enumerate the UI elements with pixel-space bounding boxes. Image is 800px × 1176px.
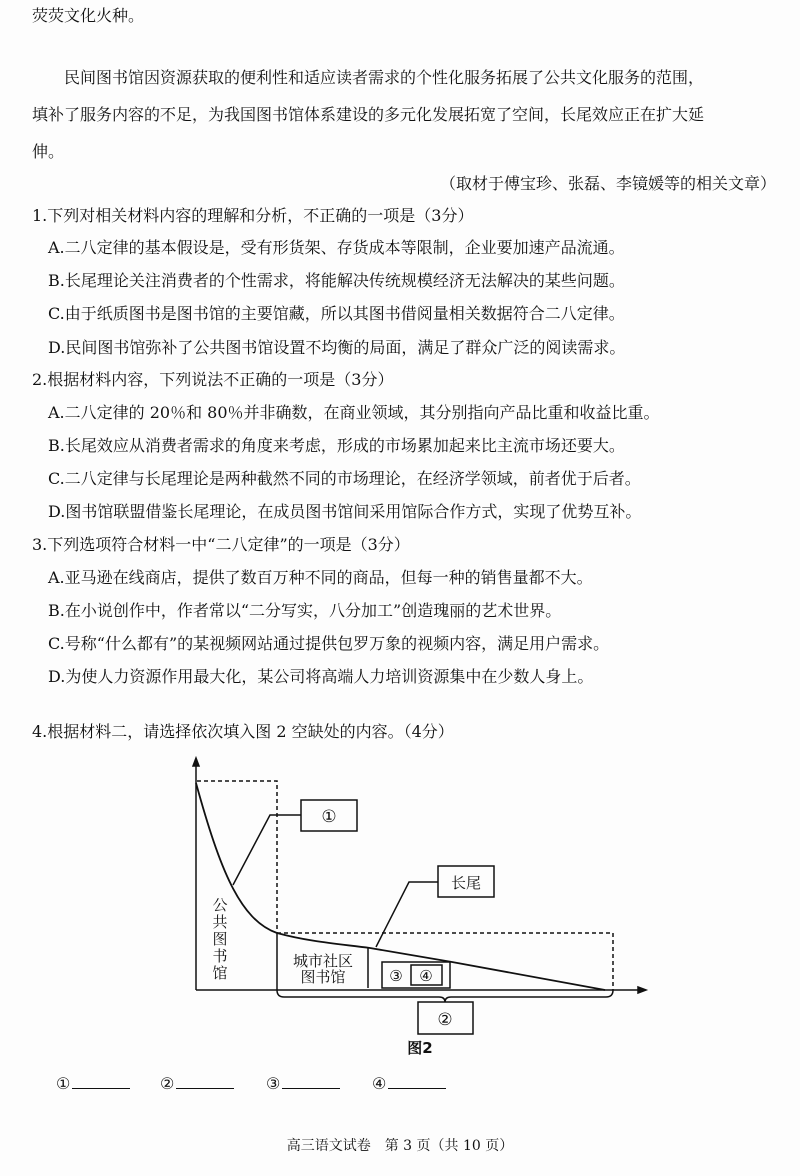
question-1-stem: 1.下列对相关材料内容的理解和分析，不正确的一项是（3分） xyxy=(32,206,474,225)
answer-blank-2[interactable]: ② xyxy=(160,1074,234,1093)
question-3-option-a: A.亚马逊在线商店，提供了数百万种不同的商品，但每一种的销售量都不大。 xyxy=(48,568,593,587)
box-4-label: ④ xyxy=(419,967,433,985)
question-2-option-a: A.二八定律的 20％和 80％并非确数，在商业领域，其分别指向产品比重和收益比重。 xyxy=(48,403,660,422)
passage-line: 荧荧文化火种。 xyxy=(32,6,145,25)
svg-text:共: 共 xyxy=(212,913,228,931)
svg-text:书: 书 xyxy=(212,947,228,965)
question-4-stem: 4.根据材料二，请选择依次填入图 2 空缺处的内容。（4分） xyxy=(32,722,454,741)
leader-line-long-tail xyxy=(376,882,438,947)
answer-blank-1[interactable]: ① xyxy=(56,1074,130,1093)
figure-caption: 图2 xyxy=(407,1039,433,1057)
question-2-option-b: B.长尾效应从消费者需求的角度来考虑，形成的市场累加起来比主流市场还要大。 xyxy=(48,436,625,455)
box-3-label: ③ xyxy=(389,967,403,985)
question-2-option-d: D.图书馆联盟借鉴长尾理论，在成员图书馆间采用馆际合作方式，实现了优势互补。 xyxy=(48,502,642,521)
question-1-option-d: D.民间图书馆弥补了公共图书馆设置不均衡的局面，满足了群众广泛的阅读需求。 xyxy=(48,338,626,357)
question-1-option-a: A.二八定律的基本假设是，受有形货架、存货成本等限制，企业要加速产品流通。 xyxy=(48,238,625,257)
question-3-option-c: C.号称“什么都有”的某视频网站通过提供包罗万象的视频内容，满足用户需求。 xyxy=(48,634,610,653)
passage-line: 民间图书馆因资源获取的便利性和适应读者需求的个性化服务拓展了公共文化服务的范围， xyxy=(64,68,705,87)
x-axis-arrow xyxy=(638,987,646,993)
demand-curve xyxy=(196,783,605,990)
leader-line-1 xyxy=(233,815,301,885)
brace xyxy=(277,990,613,1002)
passage-line: 填补了服务内容的不足，为我国图书馆体系建设的多元化发展拓宽了空间，长尾效应正在扩大延 xyxy=(32,105,705,124)
box-1-label: ① xyxy=(321,807,337,827)
public-library-label xyxy=(212,896,227,982)
passage-line: 伸。 xyxy=(32,142,65,161)
question-3-stem: 3.下列选项符合材料一中“二八定律”的一项是（3分） xyxy=(32,535,410,554)
svg-text:图: 图 xyxy=(212,930,228,948)
question-2-option-c: C.二八定律与长尾理论是两种截然不同的市场理论，在经济学领域，前者优于后者。 xyxy=(48,469,641,488)
head-dashed-outline xyxy=(197,781,277,933)
y-axis-arrow xyxy=(193,758,199,766)
answer-blank-4[interactable]: ④ xyxy=(372,1074,446,1093)
community-library-label-line2: 图书馆 xyxy=(300,968,346,986)
question-3-option-d: D.为使人力资源作用最大化，某公司将高端人力培训资源集中在少数人身上。 xyxy=(48,667,594,686)
answer-blank-3[interactable]: ③ xyxy=(266,1074,340,1093)
source-note: （取材于傅宝珍、张磊、李镜媛等的相关文章） xyxy=(439,174,776,193)
svg-text:公: 公 xyxy=(212,896,228,914)
page-footer: 高三语文试卷 第 3 页（共 10 页） xyxy=(286,1138,514,1154)
question-2-stem: 2.根据材料内容，下列说法不正确的一项是（3分） xyxy=(32,370,394,389)
box-2-label: ② xyxy=(437,1010,453,1030)
svg-text:馆: 馆 xyxy=(212,964,228,982)
long-tail-label: 长尾 xyxy=(450,874,482,892)
question-3-option-b: B.在小说创作中，作者常以“二分写实，八分加工”创造瑰丽的艺术世界。 xyxy=(48,601,562,620)
question-1-option-c: C.由于纸质图书是图书馆的主要馆藏，所以其图书借阅量相关数据符合二八定律。 xyxy=(48,304,625,323)
question-1-option-b: B.长尾理论关注消费者的个性需求，将能解决传统规模经济无法解决的某些问题。 xyxy=(48,271,625,290)
figure-2-diagram xyxy=(180,750,660,1070)
community-library-label-line1: 城市社区 xyxy=(292,952,354,970)
